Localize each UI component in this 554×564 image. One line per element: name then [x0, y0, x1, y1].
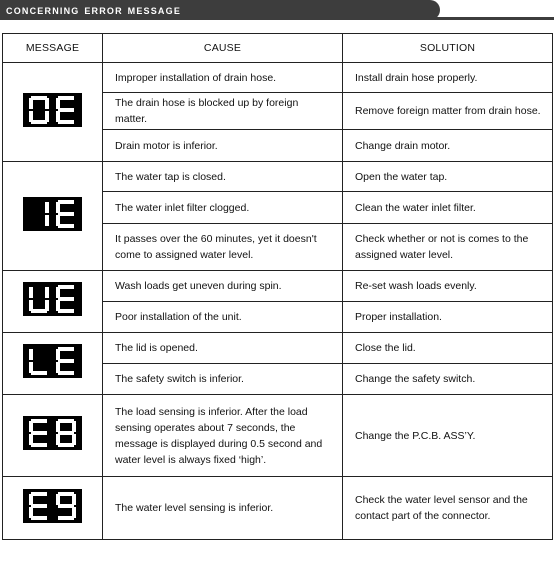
solution-cell: Install drain hose properly. [343, 63, 553, 93]
error-code-cell [3, 333, 103, 395]
error-code-cell [3, 63, 103, 162]
solution-cell: Close the lid. [343, 333, 553, 364]
solution-cell: Proper installation. [343, 302, 553, 333]
error-code-display [23, 197, 82, 231]
column-header-cause: CAUSE [103, 34, 343, 63]
table-row [3, 477, 553, 540]
table-row [3, 333, 553, 364]
solution-cell: Re-set wash loads evenly. [343, 271, 553, 302]
error-code-cell [3, 395, 103, 477]
error-code-cell [3, 477, 103, 540]
cause-cell: The water level sensing is inferior. [103, 477, 343, 540]
header-bar [0, 0, 554, 22]
solution-cell: Clean the water inlet filter. [343, 192, 553, 224]
column-header-solution: SOLUTION [343, 34, 553, 63]
cause-cell: The safety switch is inferior. [103, 364, 343, 395]
header-rule [430, 17, 554, 20]
cause-cell: Wash loads get uneven during spin. [103, 271, 343, 302]
error-code-cell [3, 271, 103, 333]
error-code-display [23, 489, 82, 523]
cause-cell: The water tap is closed. [103, 162, 343, 192]
solution-cell: Check whether or not is comes to the assigned water level. [343, 224, 553, 271]
error-code-display [23, 344, 82, 378]
column-header-message: MESSAGE [3, 34, 103, 63]
cause-cell: The drain hose is blocked up by foreign matter. [103, 93, 343, 130]
error-code-display [23, 93, 82, 127]
cause-cell: It passes over the 60 minutes, yet it doesn't come to assigned water level. [103, 224, 343, 271]
cause-cell: Drain motor is inferior. [103, 130, 343, 162]
table-body [3, 63, 553, 540]
cause-cell: Poor installation of the unit. [103, 302, 343, 333]
cause-cell: The water inlet filter clogged. [103, 192, 343, 224]
solution-cell: Change the safety switch. [343, 364, 553, 395]
table-row [3, 271, 553, 302]
solution-cell: Check the water level sensor and the contact part of the connector. [343, 477, 553, 540]
solution-cell: Change drain motor. [343, 130, 553, 162]
cause-cell: The load sensing is inferior. After the load sensing operates about 7 seconds, the message is displayed during 0.5 second and water level is always fixed ‘high’. [103, 395, 343, 477]
cause-cell: The lid is opened. [103, 333, 343, 364]
solution-cell: Remove foreign matter from drain hose. [343, 93, 553, 130]
error-code-display [23, 282, 82, 316]
table-row [3, 63, 553, 93]
error-code-cell [3, 162, 103, 271]
table-row [3, 395, 553, 477]
table-row [3, 162, 553, 192]
error-message-table [2, 33, 553, 540]
error-code-display [23, 416, 82, 450]
table-header-row [3, 34, 553, 63]
solution-cell: Open the water tap. [343, 162, 553, 192]
solution-cell: Change the P.C.B. ASS’Y. [343, 395, 553, 477]
page-title: concerning error message [6, 2, 182, 17]
cause-cell: Improper installation of drain hose. [103, 63, 343, 93]
